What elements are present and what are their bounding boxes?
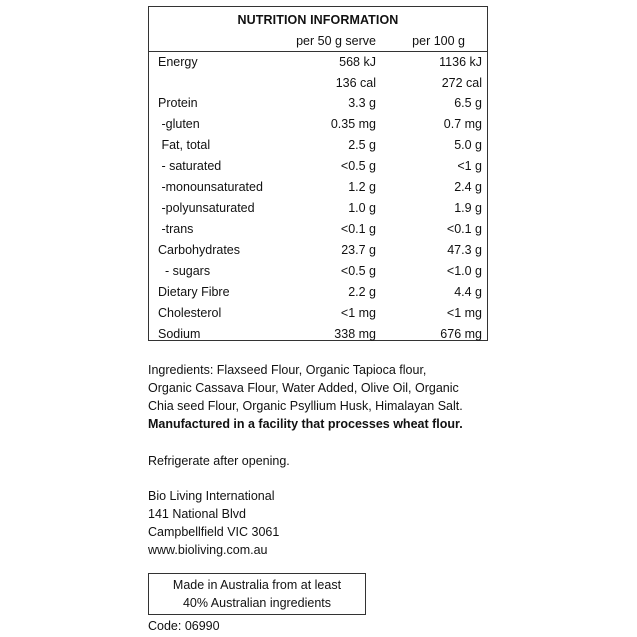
nutrient-label: Sodium	[158, 327, 201, 341]
nutrient-per-serve: <1 mg	[340, 306, 376, 320]
nutrient-label: - saturated	[158, 159, 222, 173]
nutrient-per-serve: <0.5 g	[340, 159, 376, 173]
allergen-statement: Manufactured in a facility that processes wheat flour.	[148, 417, 463, 431]
nutrient-per-100g: 2.4 g	[454, 180, 482, 194]
nutrient-per-100g: 6.5 g	[454, 96, 482, 110]
nutrient-label: - sugars	[158, 264, 211, 278]
nutrient-label: Energy	[158, 55, 198, 69]
website-link: www.bioliving.com.au	[148, 543, 268, 557]
nutrient-label: Fat, total	[158, 138, 211, 152]
company-address-block	[148, 487, 528, 559]
header-divider	[149, 51, 487, 52]
nutrient-per-serve: 1.0 g	[348, 201, 376, 215]
ingredients-line: Chia seed Flour, Organic Psyllium Husk, Himalayan Salt.	[148, 399, 463, 413]
nutrient-per-serve: <0.1 g	[340, 222, 376, 236]
nutrient-label: -monounsaturated	[158, 180, 263, 194]
nutrition-row-fat-total	[149, 138, 487, 156]
nutrient-per-serve: 136 cal	[335, 76, 376, 90]
nutrient-per-100g: 47.3 g	[447, 243, 482, 257]
column-header-per-serve: per 50 g serve	[296, 34, 376, 48]
nutrient-label: Cholesterol	[158, 306, 222, 320]
nutrition-row-gluten	[149, 117, 487, 135]
ingredients-block	[148, 361, 528, 433]
nutrition-row-monounsaturated	[149, 180, 487, 198]
nutrition-row-sugars	[149, 264, 487, 282]
nutrient-per-100g: 1.9 g	[454, 201, 482, 215]
nutrient-label: -polyunsaturated	[158, 201, 255, 215]
nutrition-panel	[148, 6, 488, 341]
nutrient-per-100g: <1.0 g	[446, 264, 482, 278]
nutrition-row-polyunsaturated	[149, 201, 487, 219]
nutrient-per-100g: 272 cal	[441, 76, 482, 90]
nutrition-row-saturated	[149, 159, 487, 177]
nutrient-per-serve: 3.3 g	[348, 96, 376, 110]
nutrient-per-100g: 5.0 g	[454, 138, 482, 152]
storage-instruction: Refrigerate after opening.	[148, 454, 290, 468]
nutrient-per-serve: 0.35 mg	[330, 117, 376, 131]
ingredients-line: Ingredients: Flaxseed Flour, Organic Tapioca flour,	[148, 363, 427, 377]
nutrition-row-trans	[149, 222, 487, 240]
nutrient-per-100g: <1 mg	[446, 306, 482, 320]
nutrient-label: Protein	[158, 96, 198, 110]
column-header-per-100g: per 100 g	[412, 34, 465, 48]
nutrient-label: Carbohydrates	[158, 243, 240, 257]
nutrition-row-carbohydrates	[149, 243, 487, 261]
nutrient-per-serve: 1.2 g	[348, 180, 376, 194]
product-code: Code: 06990	[148, 619, 220, 633]
nutrition-row-energy-cal	[149, 76, 487, 94]
origin-line: 40% Australian ingredients	[182, 596, 331, 610]
street-address: 141 National Blvd	[148, 507, 246, 521]
nutrition-row-dietary-fibre	[149, 285, 487, 303]
nutrient-per-serve: <0.5 g	[340, 264, 376, 278]
nutrient-label: -gluten	[158, 117, 200, 131]
nutrient-per-100g: <1 g	[457, 159, 482, 173]
nutrient-per-serve: 23.7 g	[341, 243, 376, 257]
company-name: Bio Living International	[148, 489, 275, 503]
nutrient-per-serve: 568 kJ	[339, 55, 376, 69]
city-address: Campbellfield VIC 3061	[148, 525, 280, 539]
nutrient-per-100g: 0.7 mg	[443, 117, 482, 131]
nutrient-per-serve: 2.5 g	[348, 138, 376, 152]
nutrient-per-serve: 2.2 g	[348, 285, 376, 299]
nutrient-per-100g: <0.1 g	[446, 222, 482, 236]
nutrition-row-cholesterol	[149, 306, 487, 324]
nutrient-per-serve: 338 mg	[334, 327, 376, 341]
nutrition-row-protein	[149, 96, 487, 114]
nutrient-per-100g: 676 mg	[440, 327, 482, 341]
nutrition-title: NUTRITION INFORMATION	[237, 13, 399, 27]
country-of-origin-label	[148, 573, 366, 615]
origin-line: Made in Australia from at least	[172, 578, 342, 592]
nutrition-column-headers	[149, 34, 487, 50]
nutrient-per-100g: 4.4 g	[454, 285, 482, 299]
nutrition-row-energy-kj	[149, 55, 487, 73]
nutrition-row-sodium	[149, 327, 487, 345]
nutrient-label: Dietary Fibre	[158, 285, 230, 299]
nutrient-label: -trans	[158, 222, 194, 236]
nutrient-per-100g: 1136 kJ	[439, 55, 482, 69]
ingredients-line: Organic Cassava Flour, Water Added, Olive Oil, Organic	[148, 381, 459, 395]
